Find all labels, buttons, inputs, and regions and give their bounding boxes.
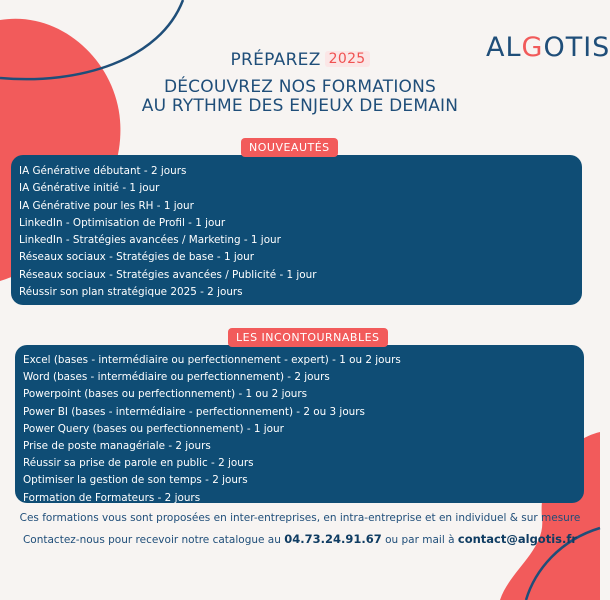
course-item: Power BI (bases - intermédiaire - perfectionnement) - 2 ou 3 jours [23,405,365,418]
contact-prefix: Contactez-nous pour recevoir notre catalogue au [22,534,281,546]
section-panel-nouveautes [11,155,582,305]
footer-contact-line [0,532,600,546]
course-item: Powerpoint (bases ou perfectionnement) - 1 ou 2 jours [23,388,308,401]
footer-offer-text: Ces formations vous sont proposées en inter-entreprises, en intra-entreprise et en individuel & sur mesure [19,512,581,524]
course-item: Power Query (bases ou perfectionnement) - 1 jour [23,422,284,435]
email-link[interactable]: contact@algotis.fr [457,532,578,546]
headline-subtitle [0,78,600,116]
headline-prepare [0,50,600,70]
year-badge: 2025 [325,51,370,67]
logo-text-start: AL [486,32,522,63]
course-list-nouveautes [19,163,582,301]
course-item: IA Générative initié - 1 jour [19,182,160,195]
phone-number[interactable]: 04.73.24.91.67 [284,532,382,546]
course-item: IA Générative pour les RH - 1 jour [19,199,194,212]
logo-text-end: OTIS [543,32,610,63]
course-item: Word (bases - intermédiaire ou perfectionnement) - 2 jours [23,371,330,384]
headline-line-3: AU RYTHME DES ENJEUX DE DEMAIN [141,96,459,116]
course-item: Réussir son plan stratégique 2025 - 2 jours [19,286,243,299]
course-item: Excel (bases - intermédiaire ou perfectionnement - expert) - 1 ou 2 jours [23,354,401,366]
headline-line-2: DÉCOUVREZ NOS FORMATIONS [163,77,437,97]
course-item: LinkedIn - Stratégies avancées / Marketing - 1 jour [19,234,281,247]
section-title-nouveautes: NOUVEAUTÉS [241,138,338,157]
contact-middle: ou par mail à [385,534,455,546]
course-item: Optimiser la gestion de son temps - 2 jours [23,474,248,487]
logo-ring-letter: G [521,32,544,63]
section-panel-incontournables [15,345,584,503]
course-item: Réussir sa prise de parole en public - 2 jours [23,457,254,470]
course-item: LinkedIn - Optimisation de Profil - 1 jour [19,216,226,229]
course-list-incontournables [23,352,584,507]
course-item: Réseaux sociaux - Stratégies avancées / Publicité - 1 jour [19,268,317,281]
headline-prepare-text: PRÉPAREZ [230,50,321,70]
course-item: Formation de Formateurs - 2 jours [23,491,201,504]
section-title-incontournables: LES INCONTOURNABLES [228,328,388,347]
course-item: IA Générative débutant - 2 jours [19,165,187,177]
course-item: Prise de poste managériale - 2 jours [23,439,211,452]
course-item: Réseaux sociaux - Stratégies de base - 1 jour [19,251,254,264]
